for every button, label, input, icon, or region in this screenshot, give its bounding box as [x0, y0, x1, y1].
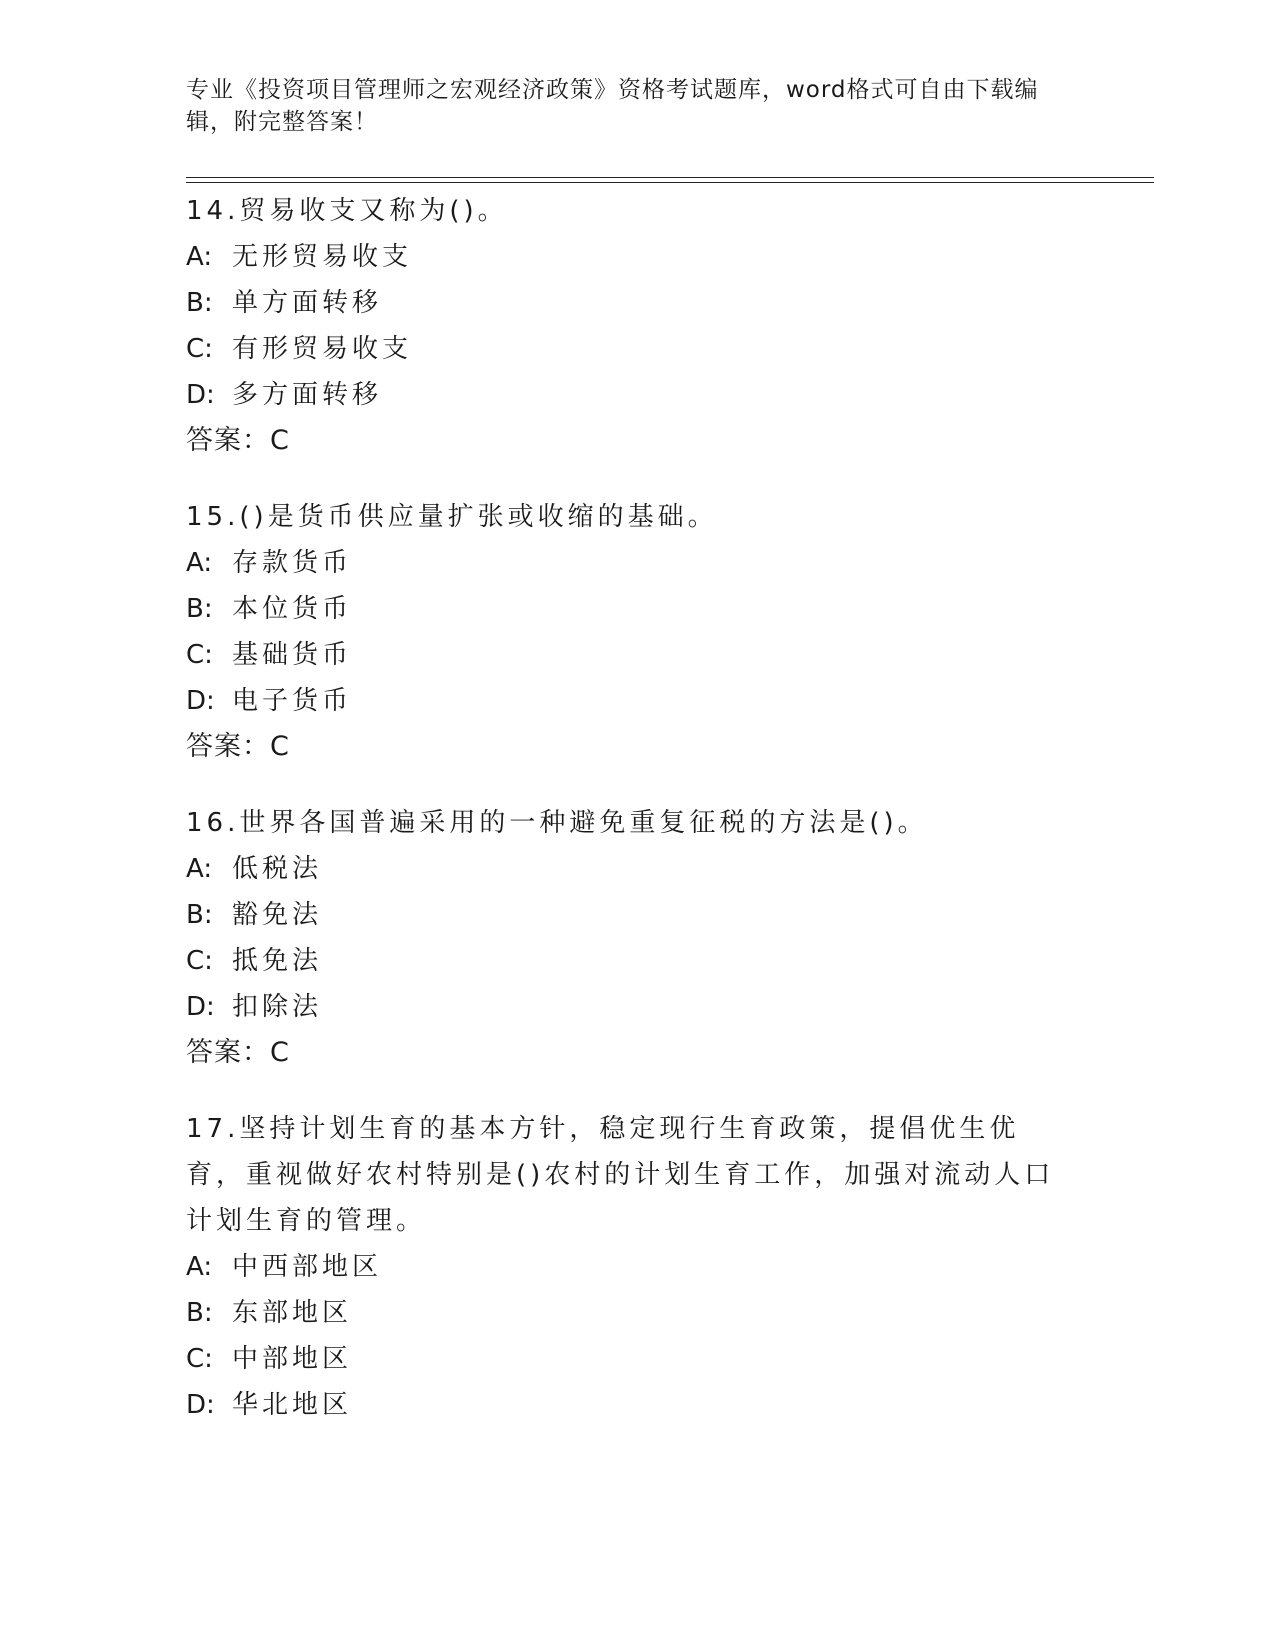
option-letter: A: — [186, 548, 213, 578]
answer-line: 答案：C — [186, 731, 290, 762]
option-text: 中西部地区 — [232, 1252, 383, 1282]
question-17 — [186, 1106, 1086, 1428]
option-c — [186, 326, 1086, 372]
option-text: 低税法 — [232, 854, 323, 884]
option-letter: D: — [186, 992, 215, 1022]
option-letter: B: — [186, 900, 213, 930]
option-a — [186, 234, 1086, 280]
option-letter: D: — [186, 686, 215, 716]
answer-line: 答案：C — [186, 425, 290, 456]
option-c — [186, 938, 1086, 984]
option-text: 豁免法 — [232, 900, 323, 930]
option-b — [186, 586, 1086, 632]
option-letter: C: — [186, 946, 213, 976]
question-stem: 14.贸易收支又称为()。 — [186, 196, 508, 226]
option-text: 无形贸易收支 — [232, 242, 413, 272]
option-letter: A: — [186, 242, 213, 272]
option-letter: B: — [186, 594, 213, 624]
option-c — [186, 632, 1086, 678]
option-text: 华北地区 — [232, 1390, 353, 1420]
option-d — [186, 984, 1086, 1030]
option-a — [186, 1244, 1086, 1290]
question-16 — [186, 800, 1086, 1076]
option-a — [186, 540, 1086, 586]
option-text: 电子货币 — [232, 686, 353, 716]
answer-line: 答案：C — [186, 1037, 290, 1068]
option-c — [186, 1336, 1086, 1382]
option-a — [186, 846, 1086, 892]
option-text: 中部地区 — [232, 1344, 353, 1374]
option-letter: D: — [186, 380, 215, 410]
option-letter: D: — [186, 1390, 215, 1420]
option-b — [186, 892, 1086, 938]
option-letter: A: — [186, 1252, 213, 1282]
option-d — [186, 372, 1086, 418]
question-stem: 16.世界各国普遍采用的一种避免重复征税的方法是()。 — [186, 808, 928, 838]
question-15 — [186, 494, 1086, 770]
option-letter: C: — [186, 640, 213, 670]
option-text: 抵免法 — [232, 946, 323, 976]
header-divider-bottom — [186, 182, 1154, 183]
option-b — [186, 280, 1086, 326]
option-text: 本位货币 — [232, 594, 353, 624]
option-text: 东部地区 — [232, 1298, 353, 1328]
option-text: 基础货币 — [232, 640, 353, 670]
option-d — [186, 678, 1086, 724]
question-stem: 15.()是货币供应量扩张或收缩的基础。 — [186, 502, 718, 532]
option-d — [186, 1382, 1086, 1428]
document-intro: 专业《投资项目管理师之宏观经济政策》资格考试题库，word格式可自由下载编辑，附完整答案！ — [186, 77, 1039, 135]
question-list — [186, 188, 1086, 1458]
option-letter: C: — [186, 1344, 213, 1374]
option-letter: B: — [186, 1298, 213, 1328]
option-text: 多方面转移 — [232, 380, 383, 410]
question-stem: 17.坚持计划生育的基本方针，稳定现行生育政策，提倡优生优育，重视做好农村特别是()农村的计划生育工作，加强对流动人口计划生育的管理。 — [186, 1114, 1055, 1236]
option-letter: B: — [186, 288, 213, 318]
option-letter: C: — [186, 334, 213, 364]
option-text: 存款货币 — [232, 548, 353, 578]
option-letter: A: — [186, 854, 213, 884]
option-text: 有形贸易收支 — [232, 334, 413, 364]
option-b — [186, 1290, 1086, 1336]
option-text: 单方面转移 — [232, 288, 383, 318]
question-14 — [186, 188, 1086, 464]
header-divider-top — [186, 177, 1154, 178]
option-text: 扣除法 — [232, 992, 323, 1022]
